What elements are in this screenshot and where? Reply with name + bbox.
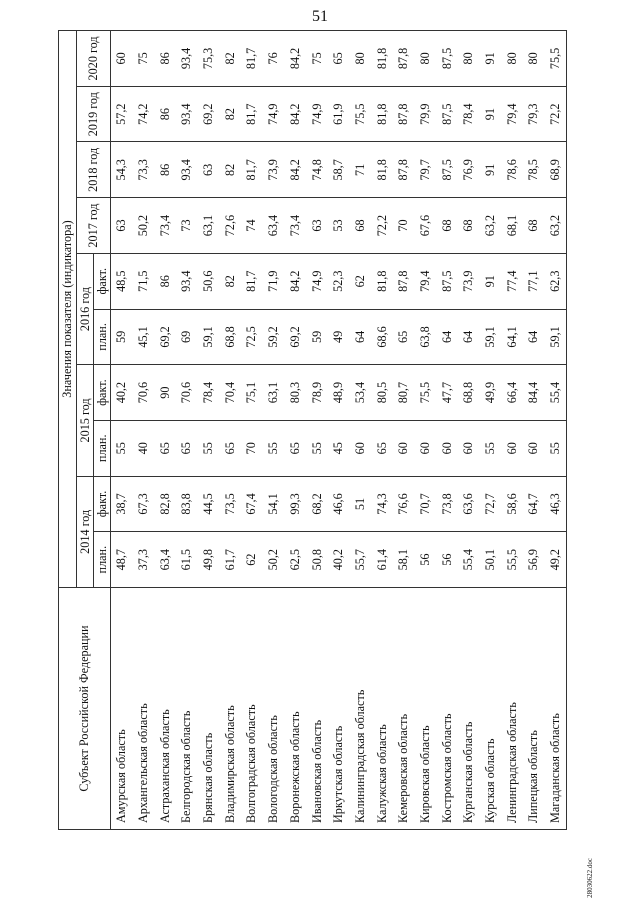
value-cell: 48,5	[111, 253, 133, 309]
value-cell: 68,8	[458, 365, 480, 421]
value-cell: 93,4	[176, 86, 198, 142]
value-cell: 56	[436, 532, 458, 588]
value-cell: 60	[436, 420, 458, 476]
value-cell: 59,1	[480, 309, 502, 365]
value-cell: 70	[241, 420, 263, 476]
value-cell: 59,2	[263, 309, 285, 365]
value-cell: 46,6	[328, 476, 350, 532]
value-cell: 73,3	[133, 142, 155, 198]
value-cell: 58,6	[501, 476, 523, 532]
value-cell: 63,6	[458, 476, 480, 532]
value-cell: 67,6	[415, 198, 437, 254]
value-cell: 61,5	[176, 532, 198, 588]
value-cell: 86	[154, 253, 176, 309]
value-cell: 87,5	[436, 253, 458, 309]
region-name: Липецкая область	[523, 588, 545, 830]
value-cell: 64,7	[523, 476, 545, 532]
value-cell: 76	[263, 31, 285, 87]
value-cell: 87,5	[436, 86, 458, 142]
value-cell: 82	[219, 31, 241, 87]
value-cell: 59,1	[198, 309, 220, 365]
value-cell: 73,9	[263, 142, 285, 198]
rotated-table-area	[58, 30, 606, 830]
value-cell: 63,4	[263, 198, 285, 254]
value-cell: 49,2	[545, 532, 567, 588]
value-cell: 82	[219, 253, 241, 309]
value-cell: 40	[133, 420, 155, 476]
year-header: 2018 год	[77, 142, 111, 198]
value-cell: 99,3	[285, 476, 307, 532]
value-cell: 68,6	[371, 309, 393, 365]
value-cell: 80,5	[371, 365, 393, 421]
value-cell: 70	[393, 198, 415, 254]
value-cell: 75,3	[198, 31, 220, 87]
plan-header: план.	[94, 309, 111, 365]
value-cell: 55	[263, 420, 285, 476]
value-cell: 80,7	[393, 365, 415, 421]
value-cell: 71,9	[263, 253, 285, 309]
region-name: Ленинградская область	[501, 588, 523, 830]
value-cell: 60	[415, 420, 437, 476]
value-cell: 46,3	[545, 476, 567, 532]
value-cell: 55	[545, 420, 567, 476]
value-cell: 86	[154, 142, 176, 198]
value-cell: 77,4	[501, 253, 523, 309]
value-cell: 87,5	[436, 142, 458, 198]
value-cell: 74	[241, 198, 263, 254]
value-cell: 64	[350, 309, 372, 365]
table-row	[111, 31, 133, 830]
value-cell: 70,4	[219, 365, 241, 421]
table-row	[198, 31, 220, 830]
value-cell: 56,9	[523, 532, 545, 588]
value-cell: 80	[350, 31, 372, 87]
value-cell: 86	[154, 86, 176, 142]
value-cell: 77,1	[523, 253, 545, 309]
page-number: 51	[312, 8, 328, 25]
value-cell: 63,8	[415, 309, 437, 365]
value-cell: 68	[436, 198, 458, 254]
value-cell: 80	[458, 31, 480, 87]
value-cell: 55,5	[501, 532, 523, 588]
value-cell: 84,2	[285, 31, 307, 87]
year-header: 2020 год	[77, 31, 111, 87]
value-cell: 63,1	[263, 365, 285, 421]
value-cell: 84,2	[285, 86, 307, 142]
value-cell: 65	[176, 420, 198, 476]
value-cell: 56	[415, 532, 437, 588]
region-name: Калининградская область	[350, 588, 372, 830]
fact-header: факт.	[94, 365, 111, 421]
value-cell: 65	[154, 420, 176, 476]
table-row	[154, 31, 176, 830]
table-row	[545, 31, 567, 830]
value-cell: 72,2	[371, 198, 393, 254]
value-cell: 79,9	[415, 86, 437, 142]
value-cell: 63,4	[154, 532, 176, 588]
value-cell: 82	[219, 86, 241, 142]
table-row	[306, 31, 328, 830]
subject-header: Субъект Российской Федерации	[59, 588, 111, 830]
value-cell: 67,3	[133, 476, 155, 532]
value-cell: 50,1	[480, 532, 502, 588]
value-cell: 87,5	[436, 31, 458, 87]
value-cell: 68,8	[219, 309, 241, 365]
value-cell: 37,3	[133, 532, 155, 588]
value-cell: 63,2	[480, 198, 502, 254]
value-cell: 74,3	[371, 476, 393, 532]
value-cell: 65	[285, 420, 307, 476]
value-cell: 84,4	[523, 365, 545, 421]
value-cell: 80	[501, 31, 523, 87]
value-cell: 91	[480, 142, 502, 198]
region-name: Архангельская область	[133, 588, 155, 830]
value-cell: 68,1	[501, 198, 523, 254]
value-cell: 74,8	[306, 142, 328, 198]
value-cell: 73,4	[285, 198, 307, 254]
value-cell: 81,8	[371, 253, 393, 309]
doc-reference: 28030622.doc	[586, 858, 594, 898]
value-cell: 40,2	[111, 365, 133, 421]
value-cell: 60	[350, 420, 372, 476]
value-cell: 68	[523, 198, 545, 254]
value-cell: 74,2	[133, 86, 155, 142]
year-header: 2016 год	[77, 253, 94, 364]
value-cell: 45	[328, 420, 350, 476]
region-name: Владимирская область	[219, 588, 241, 830]
value-cell: 65	[219, 420, 241, 476]
year-header: 2015 год	[77, 365, 94, 476]
indicator-table	[58, 30, 567, 830]
region-name: Вологодская область	[263, 588, 285, 830]
value-cell: 87,8	[393, 142, 415, 198]
region-name: Брянская область	[198, 588, 220, 830]
value-cell: 87,8	[393, 31, 415, 87]
value-cell: 63	[111, 198, 133, 254]
value-cell: 65	[371, 420, 393, 476]
value-cell: 93,4	[176, 253, 198, 309]
value-cell: 75,5	[415, 365, 437, 421]
value-cell: 80	[415, 31, 437, 87]
region-name: Волгоградская область	[241, 588, 263, 830]
value-cell: 81,7	[241, 253, 263, 309]
table-row	[458, 31, 480, 830]
value-cell: 73,4	[154, 198, 176, 254]
value-cell: 55	[480, 420, 502, 476]
value-cell: 80,3	[285, 365, 307, 421]
value-cell: 64	[436, 309, 458, 365]
value-cell: 76,9	[458, 142, 480, 198]
value-cell: 87,8	[393, 253, 415, 309]
region-name: Калужская область	[371, 588, 393, 830]
value-cell: 38,7	[111, 476, 133, 532]
value-cell: 74,9	[306, 253, 328, 309]
value-cell: 63	[306, 198, 328, 254]
value-cell: 61,4	[371, 532, 393, 588]
value-cell: 78,9	[306, 365, 328, 421]
value-cell: 84,2	[285, 142, 307, 198]
table-row	[371, 31, 393, 830]
value-cell: 54,3	[111, 142, 133, 198]
value-cell: 64	[458, 309, 480, 365]
value-cell: 58,7	[328, 142, 350, 198]
value-cell: 74,9	[306, 86, 328, 142]
value-cell: 71,5	[133, 253, 155, 309]
value-cell: 50,2	[263, 532, 285, 588]
value-cell: 79,3	[523, 86, 545, 142]
value-cell: 93,4	[176, 31, 198, 87]
value-cell: 70,6	[176, 365, 198, 421]
value-cell: 91	[480, 253, 502, 309]
region-name: Магаданская область	[545, 588, 567, 830]
table-row	[176, 31, 198, 830]
value-cell: 50,2	[133, 198, 155, 254]
value-cell: 48,7	[111, 532, 133, 588]
value-cell: 82,8	[154, 476, 176, 532]
value-cell: 59	[111, 309, 133, 365]
value-cell: 81,7	[241, 86, 263, 142]
value-cell: 50,6	[198, 253, 220, 309]
fact-header: факт.	[94, 476, 111, 532]
value-cell: 93,4	[176, 142, 198, 198]
value-cell: 53,4	[350, 365, 372, 421]
value-cell: 55,4	[545, 365, 567, 421]
value-cell: 68	[350, 198, 372, 254]
table-row	[133, 31, 155, 830]
value-cell: 53	[328, 198, 350, 254]
value-cell: 71	[350, 142, 372, 198]
table-row	[436, 31, 458, 830]
value-cell: 90	[154, 365, 176, 421]
value-cell: 63	[198, 142, 220, 198]
value-cell: 50,8	[306, 532, 328, 588]
value-cell: 61,7	[219, 532, 241, 588]
value-cell: 75,1	[241, 365, 263, 421]
value-cell: 69,2	[154, 309, 176, 365]
value-cell: 49,8	[198, 532, 220, 588]
value-cell: 59,1	[545, 309, 567, 365]
value-cell: 48,9	[328, 365, 350, 421]
value-cell: 60	[523, 420, 545, 476]
value-cell: 44,5	[198, 476, 220, 532]
value-cell: 79,4	[501, 86, 523, 142]
region-name: Воронежская область	[285, 588, 307, 830]
value-cell: 69	[176, 309, 198, 365]
value-cell: 73,5	[219, 476, 241, 532]
value-cell: 55,7	[350, 532, 372, 588]
value-cell: 64	[523, 309, 545, 365]
region-name: Амурская область	[111, 588, 133, 830]
value-cell: 69,2	[285, 309, 307, 365]
table-body	[111, 31, 567, 830]
value-cell: 52,3	[328, 253, 350, 309]
year-header: 2019 год	[77, 86, 111, 142]
region-name: Кировская область	[415, 588, 437, 830]
table-row	[328, 31, 350, 830]
value-cell: 72,5	[241, 309, 263, 365]
value-cell: 55,4	[458, 532, 480, 588]
value-cell: 75,5	[545, 31, 567, 87]
value-cell: 74,9	[263, 86, 285, 142]
values-header: Значения показателя (индикатора)	[59, 31, 77, 588]
plan-header: план.	[94, 532, 111, 588]
value-cell: 51	[350, 476, 372, 532]
value-cell: 72,7	[480, 476, 502, 532]
value-cell: 55	[111, 420, 133, 476]
value-cell: 81,8	[371, 31, 393, 87]
value-cell: 70,7	[415, 476, 437, 532]
value-cell: 40,2	[328, 532, 350, 588]
region-name: Кемеровская область	[393, 588, 415, 830]
year-header: 2017 год	[77, 198, 111, 254]
value-cell: 62	[241, 532, 263, 588]
value-cell: 60	[393, 420, 415, 476]
value-cell: 91	[480, 31, 502, 87]
value-cell: 81,7	[241, 142, 263, 198]
value-cell: 49,9	[480, 365, 502, 421]
table-row	[501, 31, 523, 830]
value-cell: 55	[306, 420, 328, 476]
value-cell: 64,1	[501, 309, 523, 365]
value-cell: 78,4	[458, 86, 480, 142]
value-cell: 66,4	[501, 365, 523, 421]
region-name: Белгородская область	[176, 588, 198, 830]
value-cell: 61,9	[328, 86, 350, 142]
value-cell: 62	[350, 253, 372, 309]
value-cell: 78,4	[198, 365, 220, 421]
value-cell: 60	[501, 420, 523, 476]
value-cell: 69,2	[198, 86, 220, 142]
plan-header: план.	[94, 420, 111, 476]
value-cell: 62,5	[285, 532, 307, 588]
value-cell: 73	[176, 198, 198, 254]
region-name: Иркутская область	[328, 588, 350, 830]
region-name: Костромская область	[436, 588, 458, 830]
value-cell: 67,4	[241, 476, 263, 532]
table-row	[415, 31, 437, 830]
value-cell: 75	[306, 31, 328, 87]
value-cell: 73,8	[436, 476, 458, 532]
rotated-content	[58, 30, 606, 830]
value-cell: 81,8	[371, 86, 393, 142]
value-cell: 76,6	[393, 476, 415, 532]
value-cell: 83,8	[176, 476, 198, 532]
value-cell: 78,5	[523, 142, 545, 198]
value-cell: 78,6	[501, 142, 523, 198]
year-header: 2014 год	[77, 476, 94, 587]
region-name: Ивановская область	[306, 588, 328, 830]
value-cell: 70,6	[133, 365, 155, 421]
value-cell: 73,9	[458, 253, 480, 309]
value-cell: 49	[328, 309, 350, 365]
value-cell: 55	[198, 420, 220, 476]
value-cell: 57,2	[111, 86, 133, 142]
value-cell: 59	[306, 309, 328, 365]
value-cell: 47,7	[436, 365, 458, 421]
value-cell: 68,2	[306, 476, 328, 532]
table-row	[523, 31, 545, 830]
region-name: Курская область	[480, 588, 502, 830]
value-cell: 91	[480, 86, 502, 142]
value-cell: 86	[154, 31, 176, 87]
value-cell: 87,8	[393, 86, 415, 142]
table-row	[480, 31, 502, 830]
fact-header: факт.	[94, 253, 111, 309]
region-name: Курганская область	[458, 588, 480, 830]
value-cell: 54,1	[263, 476, 285, 532]
value-cell: 58,1	[393, 532, 415, 588]
value-cell: 62,3	[545, 253, 567, 309]
region-name: Астраханская область	[154, 588, 176, 830]
table-row	[393, 31, 415, 830]
value-cell: 84,2	[285, 253, 307, 309]
value-cell: 81,7	[241, 31, 263, 87]
value-cell: 79,7	[415, 142, 437, 198]
value-cell: 75	[133, 31, 155, 87]
value-cell: 63,1	[198, 198, 220, 254]
value-cell: 60	[111, 31, 133, 87]
value-cell: 68	[458, 198, 480, 254]
value-cell: 82	[219, 142, 241, 198]
value-cell: 80	[523, 31, 545, 87]
value-cell: 63,2	[545, 198, 567, 254]
table-row	[241, 31, 263, 830]
table-row	[263, 31, 285, 830]
value-cell: 65	[328, 31, 350, 87]
value-cell: 60	[458, 420, 480, 476]
table-row	[285, 31, 307, 830]
value-cell: 65	[393, 309, 415, 365]
value-cell: 72,2	[545, 86, 567, 142]
table-row	[219, 31, 241, 830]
value-cell: 72,6	[219, 198, 241, 254]
value-cell: 75,5	[350, 86, 372, 142]
value-cell: 79,4	[415, 253, 437, 309]
value-cell: 45,1	[133, 309, 155, 365]
value-cell: 81,8	[371, 142, 393, 198]
value-cell: 68,9	[545, 142, 567, 198]
table-row	[350, 31, 372, 830]
